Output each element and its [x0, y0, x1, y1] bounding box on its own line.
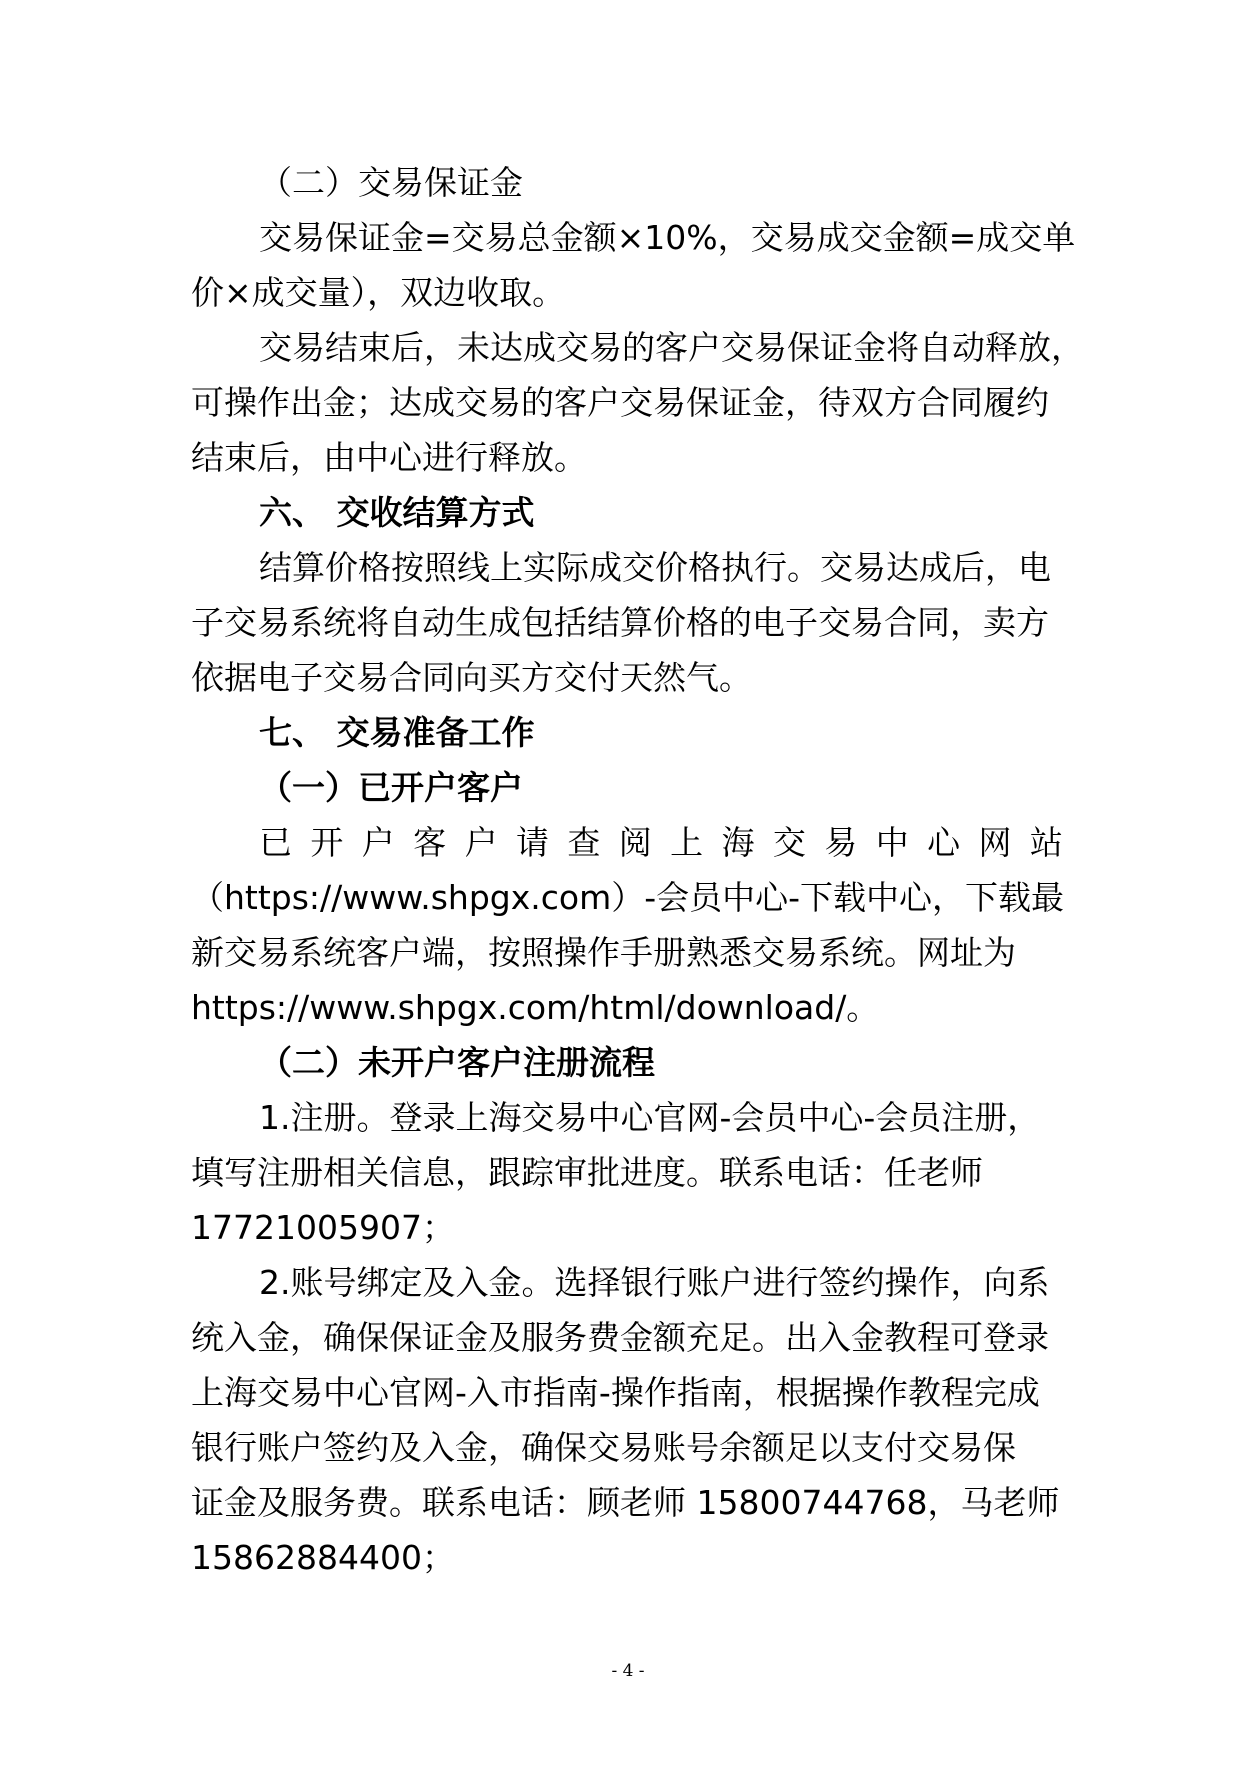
paragraph-line: 交易结束后，未达成交易的客户交易保证金将自动释放， — [259, 328, 1084, 367]
paragraph-line: 统入金，确保保证金及服务费金额充足。出入金教程可登录 — [191, 1318, 1049, 1357]
char: 已 — [259, 823, 292, 862]
char: 查 — [567, 823, 601, 862]
justified-paragraph-line — [191, 815, 1063, 870]
subsection-title-margin: （二）交易保证金 — [259, 163, 523, 202]
char: 网 — [978, 823, 1012, 862]
paragraph-line: 2.账号绑定及入金。选择银行账户进行签约操作，向系 — [259, 1263, 1050, 1302]
char: 户 — [464, 823, 498, 862]
paragraph-line: 上海交易中心官网-入市指南-操作指南，根据操作教程完成 — [191, 1373, 1040, 1412]
char: 开 — [310, 823, 344, 862]
paragraph-line: 结算价格按照线上实际成交价格执行。交易达成后，电 — [259, 548, 1051, 587]
paragraph-line: 新交易系统客户端，按照操作手册熟悉交易系统。网址为 — [191, 933, 1016, 972]
paragraph-line: 1.注册。登录上海交易中心官网-会员中心-会员注册， — [259, 1098, 1041, 1137]
paragraph-line: 15862884400； — [191, 1538, 455, 1577]
paragraph-line: 17721005907； — [191, 1208, 455, 1247]
paragraph-line: 银行账户签约及入金，确保交易账号余额足以支付交易保 — [191, 1428, 1016, 1467]
section-title-preparation: 七、 交易准备工作 — [259, 713, 535, 752]
page-number: - 4 - — [611, 1661, 645, 1681]
document-body — [191, 155, 1084, 1585]
paragraph-line: 填写注册相关信息，跟踪审批进度。联系电话：任老师 — [191, 1153, 983, 1192]
paragraph-line: 价×成交量），双边收取。 — [191, 273, 566, 312]
paragraph-line-url: https://www.shpgx.com/html/download/。 — [191, 988, 880, 1027]
paragraph-line: 交易保证金=交易总金额×10%，交易成交金额=成交单 — [259, 218, 1076, 257]
char: 易 — [824, 823, 858, 862]
char: 客 — [413, 823, 447, 862]
paragraph-line: （https://www.shpgx.com）-会员中心-下载中心，下载最 — [191, 878, 1065, 917]
paragraph-line: 子交易系统将自动生成包括结算价格的电子交易合同，卖方 — [191, 603, 1049, 642]
paragraph-line: 依据电子交易合同向买方交付天然气。 — [191, 658, 752, 697]
paragraph-line: 证金及服务费。联系电话：顾老师 15800744768，马老师 — [191, 1483, 1060, 1522]
char: 心 — [927, 823, 961, 862]
paragraph-line: 可操作出金；达成交易的客户交易保证金，待双方合同履约 — [191, 383, 1049, 422]
char: 请 — [515, 823, 549, 862]
subsection-title-opened: （一）已开户客户 — [259, 768, 523, 807]
char: 户 — [361, 823, 395, 862]
paragraph-line: 结束后，由中心进行释放。 — [191, 438, 587, 477]
subsection-title-registration: （二）未开户客户注册流程 — [259, 1043, 655, 1082]
section-title-settlement: 六、 交收结算方式 — [259, 493, 535, 532]
char: 上 — [670, 823, 704, 862]
char: 中 — [875, 823, 909, 862]
char: 站 — [1029, 823, 1063, 862]
char: 阅 — [618, 823, 652, 862]
char: 海 — [721, 823, 755, 862]
char: 交 — [772, 823, 806, 862]
